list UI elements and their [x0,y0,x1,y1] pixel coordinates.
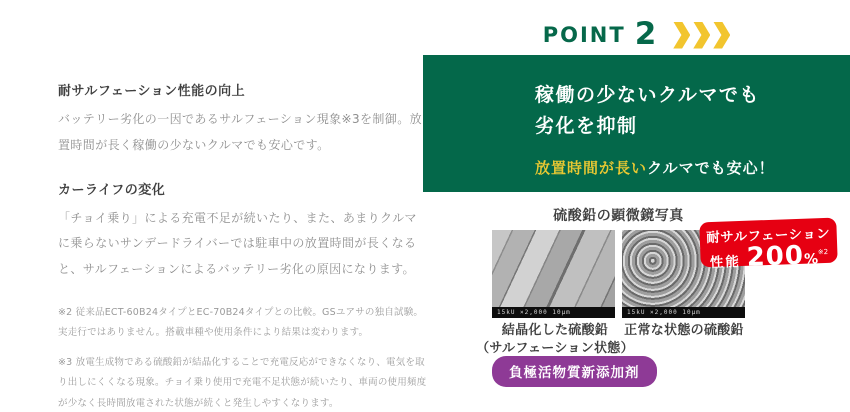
chevron-right-icon [693,22,710,49]
badge-note-ref: ※2 [817,247,829,257]
sem-scalebar: 15kU ×2,000 10μm [492,307,615,318]
section1-heading: 耐サルフェーション性能の向上 [58,84,246,99]
caption-normal: 正常な状態の硫酸鉛 [624,323,744,338]
sem-image-crystals [492,230,615,318]
green-heading-line2: 劣化を抑制 [535,114,638,137]
chevron-right-icon [673,22,690,49]
left-text-column [58,80,428,412]
badge-label: 性能 [709,253,742,272]
green-panel-heading [535,80,850,142]
footnote-3: ※3 放電生成物である硫酸鉛が結晶化することで充電反応ができなくなり、電気を取り出しにくくなる現象。チョイ乗り使用で充電不足状態が続いたり、車両の使用頻度が少なく長時間放電された状態が続くと発生しやすくなります。 [58,356,427,409]
green-panel-content [423,55,850,178]
additive-tag: 負極活物質新添加剤 [492,356,657,387]
footnote-2: ※2 従来品ECT-60B24タイプとEC-70B24タイプとの比較。GSユアサの独自試験。実走行ではありません。搭載車種や使用条件により結果は変わります。 [58,306,424,339]
section2-body: 「チョイ乗り」による充電不足が続いたり、また、あまりクルマに乗らないサンデードライバーでは駐車中の放置時間が長くなると、サルフェーションによるバッテリー劣化の原因になります。 [58,210,417,277]
caption-crystallized [476,322,634,357]
point-header [423,16,850,54]
micrograph-photo-crystallized [492,230,615,318]
performance-badge [699,218,837,273]
section1-body: バッテリー劣化の一因であるサルフェーション現象※3を制御。放置時間が長く稼働の少ないクルマでも安心です。 [58,112,423,152]
micrograph-title: 硫酸鉛の顕微鏡写真 [553,208,684,224]
point-number: 2 [634,16,657,52]
chevrons [670,22,730,49]
badge-line1: 耐サルフェーション [705,225,831,247]
sem-scalebar: 15kU ×2,000 10μm [622,307,745,318]
section2-heading: カーライフの変化 [58,182,166,198]
green-heading-line1: 稼働の少ないクルマでも [535,84,760,106]
caption-crystallized-line1: 結晶化した硫酸鉛 [501,323,609,338]
green-panel [423,55,850,192]
point-label: POINT [542,23,626,47]
subtitle-highlight: 放置時間が長い [535,158,648,177]
chevron-right-icon [713,22,730,49]
caption-crystallized-line2: （サルフェーション状態） [476,340,634,356]
green-panel-subtitle [535,157,850,178]
subtitle-rest: クルマでも安心！ [647,158,775,177]
badge-unit: % [803,251,819,268]
badge-value: 200 [746,240,805,273]
